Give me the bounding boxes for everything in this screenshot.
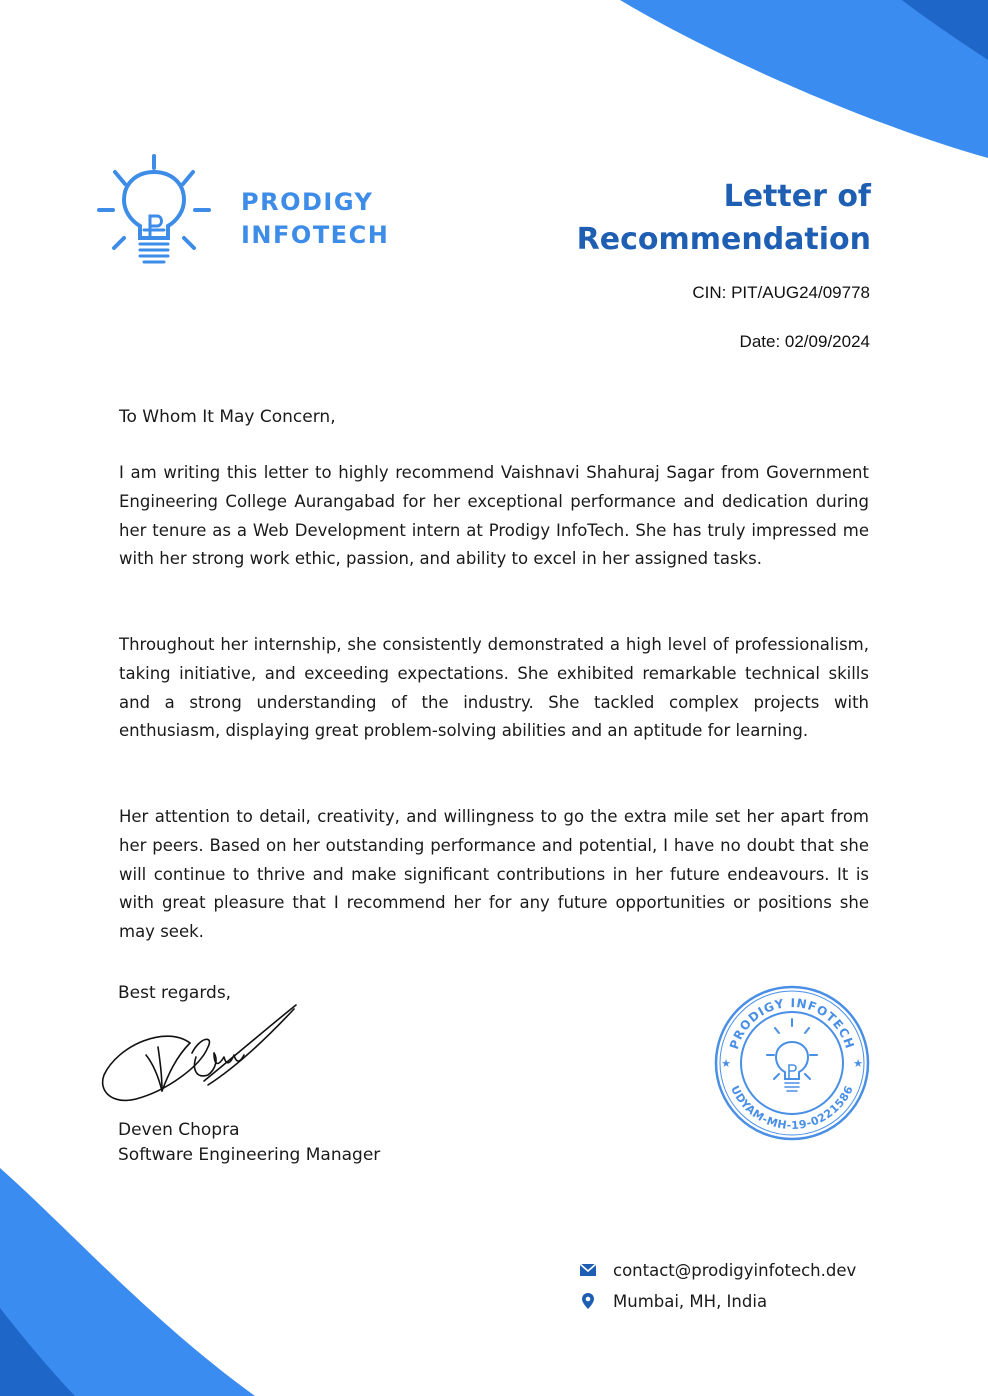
envelope-icon (578, 1263, 598, 1277)
body-paragraph-1: I am writing this letter to highly recommend Vaishnavi Shahuraj Sagar from Government Engineering College Aurangabad for her exceptional performance and dedication during her tenure as a Web Development intern at Prodigy InfoTech. She has truly impressed me with her strong work ethic, passion, and ability to excel in her assigned tasks. (119, 463, 869, 569)
svg-text:PRODIGY INFOTECH: PRODIGY INFOTECH (726, 995, 858, 1051)
map-pin-icon (578, 1292, 598, 1310)
greeting: To Whom It May Concern, (119, 407, 336, 427)
company-name-line2: INFOTECH (241, 221, 390, 249)
document-title-line2: Recommendation (576, 222, 871, 257)
body-paragraph-2: Throughout her internship, she consistently demonstrated a high level of professionalism, taking initiative, and exceeding expectations. She exhibited remarkable technical skills and a strong understanding of the industry. She tackled complex projects with enthusiasm, displaying great problem-solving abilities and an aptitude for learning. (119, 635, 869, 741)
lightbulb-logo-icon (96, 152, 212, 272)
svg-text:★: ★ (721, 1057, 731, 1070)
company-name (241, 186, 389, 252)
document-title-line1: Letter of (723, 179, 871, 214)
signer-name: Deven Chopra (118, 1120, 240, 1140)
signer-title: Software Engineering Manager (118, 1145, 381, 1165)
signature (96, 995, 306, 1125)
contact-email[interactable]: contact@prodigyinfotech.dev (613, 1260, 857, 1280)
closing: Best regards, (118, 983, 232, 1003)
svg-text:UDYAM-MH-19-0221586: UDYAM-MH-19-0221586 (728, 1083, 856, 1133)
document-title (451, 175, 871, 261)
body-paragraph-3: Her attention to detail, creativity, and willingness to go the extra mile set her apart from her peers. Based on her outstanding performance and potential, I have no doubt that she will continue to thrive and make significant contributions in her future endeavours. It is with great pleasure that I recommend her for any future opportunities or positions she may seek. (119, 807, 869, 942)
cin-number: CIN: PIT/AUG24/09778 (692, 283, 870, 302)
company-name-line1: PRODIGY (241, 188, 374, 216)
contact-email-row (578, 1258, 856, 1282)
signer-block (118, 1118, 380, 1168)
company-seal (712, 983, 872, 1143)
svg-text:★: ★ (853, 1057, 863, 1070)
contact-location-row (578, 1289, 767, 1313)
document-date: Date: 02/09/2024 (739, 332, 870, 351)
contact-location: Mumbai, MH, India (613, 1291, 768, 1311)
